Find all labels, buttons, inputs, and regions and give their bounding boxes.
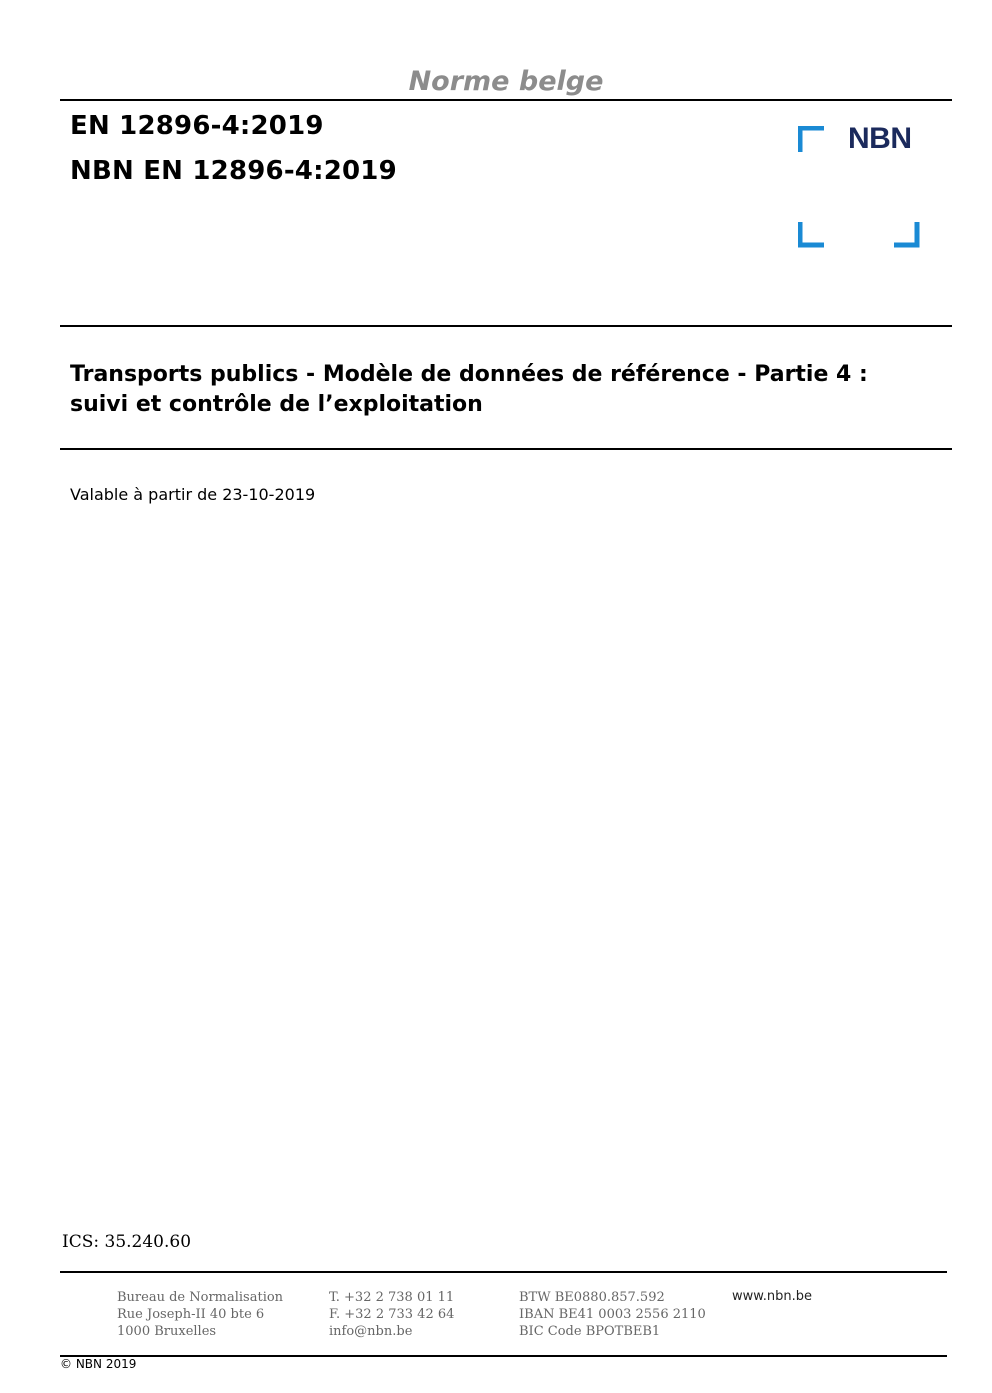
footer-bottom-rule bbox=[60, 1355, 947, 1357]
footer-address bbox=[117, 1289, 283, 1340]
en-code: EN 12896-4:2019 bbox=[70, 111, 324, 141]
document-title-line-2: suivi et contrôle de l’exploitation bbox=[70, 392, 483, 417]
document-title bbox=[70, 360, 950, 420]
footer-top-rule bbox=[60, 1271, 947, 1273]
header-rule bbox=[60, 99, 952, 101]
header-title: Norme belge bbox=[408, 66, 604, 97]
validity-date: Valable à partir de 23-10-2019 bbox=[70, 485, 316, 504]
ics-code: ICS: 35.240.60 bbox=[62, 1232, 192, 1252]
title-top-rule bbox=[60, 325, 952, 327]
footer-vat: BTW BE0880.857.592 bbox=[519, 1290, 665, 1305]
title-bottom-rule bbox=[60, 448, 952, 450]
footer-iban: IBAN BE41 0003 2556 2110 bbox=[519, 1307, 706, 1322]
footer-bic: BIC Code BPOTBEB1 bbox=[519, 1324, 661, 1339]
footer-bank bbox=[519, 1289, 706, 1340]
footer-phone: T. +32 2 738 01 11 bbox=[329, 1290, 455, 1305]
footer-contact bbox=[329, 1289, 454, 1340]
nbn-logo-text: NBN bbox=[848, 122, 912, 155]
footer-website-link[interactable]: www.nbn.be bbox=[732, 1289, 812, 1304]
footer-email[interactable]: info@nbn.be bbox=[329, 1324, 413, 1339]
nbn-code: NBN EN 12896-4:2019 bbox=[70, 156, 397, 186]
footer-address-line: Bureau de Normalisation bbox=[117, 1290, 284, 1305]
footer-fax: F. +32 2 733 42 64 bbox=[329, 1307, 455, 1322]
footer-address-line: Rue Joseph-II 40 bte 6 bbox=[117, 1307, 265, 1322]
copyright: © NBN 2019 bbox=[60, 1357, 137, 1371]
document-title-line-1: Transports publics - Modèle de données de référence - Partie 4 : bbox=[70, 362, 868, 387]
footer-address-line: 1000 Bruxelles bbox=[117, 1324, 217, 1339]
